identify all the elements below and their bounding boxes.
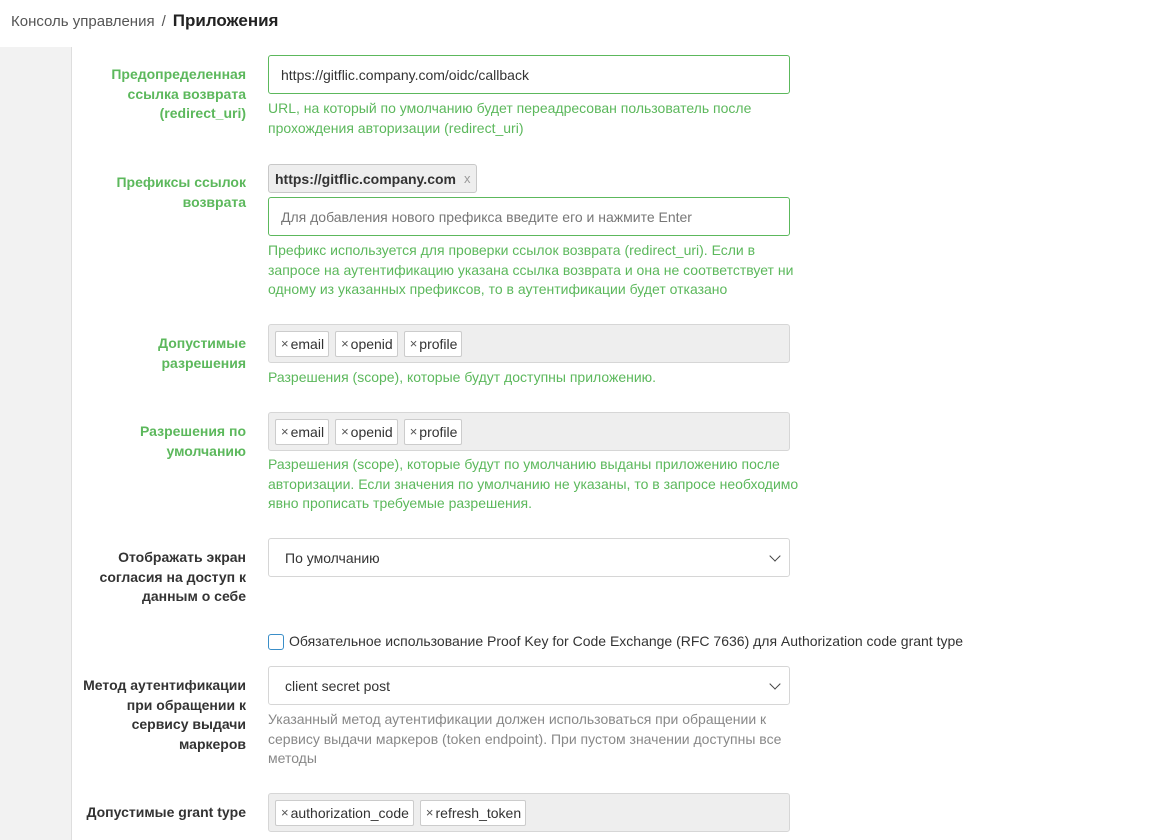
label-line: Разрешения по [140,423,246,439]
pkce-checkbox-label[interactable]: Обязательное использование Proof Key for Code Exchange (RFC 7636) для Authorization code grant type [289,632,964,649]
token-auth-method-label [83,676,246,754]
redirect-uri-help: URL, на который по умолчанию будет переадресован пользователь после прохождения авторизации (redirect_uri) [268,100,752,136]
tag-label: email [290,423,325,440]
redirect-uri-value: https://gitflic.company.com/oidc/callback [281,66,529,83]
redirect-prefixes-help: Префикс используется для проверки ссылок возврата (redirect_uri). Если в запросе на аутентификацию указана ссылка возврата и она не соответствует ни одному из указанных префиксов, то в аутентификации будет отказано [268,242,794,297]
token-auth-method-value: client secret post [285,677,391,694]
label-line: возврата [182,193,246,210]
label-line: Предопределенная [111,66,246,82]
tag-label: profile [419,423,458,440]
scope-tag-openid [335,419,398,445]
redirect-prefix-chip [268,164,477,193]
allowed-scopes-tagbox[interactable] [268,324,790,363]
pkce-checkbox-row [268,631,963,650]
tag-label: email [290,335,325,352]
default-scopes-help: Разрешения (scope), которые будут по умолчанию выданы приложению после авторизации. Если значения по умолчанию не указаны, то в запросе необходимо явно прописать требуемые разрешения. [268,456,799,511]
label-line: ссылка возврата [127,85,246,102]
label-line: (redirect_uri) [159,105,246,121]
label-line: Префиксы ссылок [116,174,246,190]
redirect-prefix-placeholder: Для добавления нового префикса введите его и нажмите Enter [281,208,692,225]
breadcrumb [11,10,278,32]
breadcrumb-console-link[interactable]: Консоль управления [11,12,155,30]
tag-label: refresh_token [435,804,522,821]
token-auth-method-help: Указанный метод аутентификации должен использоваться при обращении к сервису выдачи маркеров (token endpoint). При пустом значении доступны все методы [268,711,782,766]
label-line: при обращении к [126,696,246,713]
grant-tag-refresh-token [420,800,526,826]
close-icon[interactable]: × [409,336,418,351]
grant-types-label [86,803,246,823]
label-line: Допустимые grant type [86,804,246,820]
grant-types-tagbox[interactable] [268,793,790,832]
page-title: Приложения [172,11,279,30]
label-line: маркеров [178,735,246,752]
label-line: данным о себе [141,588,246,604]
default-scopes-tagbox[interactable] [268,412,790,451]
tag-label: authorization_code [290,804,409,821]
chevron-down-icon [769,550,780,561]
redirect-uri-label [111,65,246,124]
grant-tag-authorization-code [275,800,414,826]
label-line: разрешения [161,354,246,371]
label-line: Допустимые [158,335,246,351]
scope-tag-email [275,419,329,445]
consent-screen-label [100,548,246,607]
label-line: сервису выдачи [131,716,246,732]
tag-label: openid [350,335,393,352]
close-icon[interactable]: × [281,336,289,351]
allowed-scopes-help: Разрешения (scope), которые будут доступны приложению. [268,369,657,385]
tag-label: openid [350,423,393,440]
label-line: согласия на доступ к [99,568,246,585]
close-icon[interactable]: × [341,424,349,439]
consent-screen-value: По умолчанию [285,549,380,566]
scope-tag-openid [335,331,398,357]
tag-label: profile [419,335,458,352]
consent-screen-select[interactable] [268,538,790,577]
pkce-checkbox[interactable] [268,634,284,650]
close-icon[interactable]: × [281,424,289,439]
close-icon[interactable]: × [425,805,434,820]
redirect-prefix-input[interactable] [268,197,790,236]
scope-tag-profile [404,331,463,357]
breadcrumb-separator: / [161,12,166,30]
token-auth-method-select[interactable] [268,666,790,705]
close-icon[interactable]: × [409,424,418,439]
redirect-prefixes-label [116,173,246,212]
left-sidebar [0,47,72,840]
close-icon[interactable]: x [463,171,471,186]
label-line: Метод аутентификации [83,677,246,693]
label-line: Отображать экран [118,549,246,565]
default-scopes-label [140,422,246,461]
close-icon[interactable]: × [341,336,349,351]
close-icon[interactable]: × [281,805,289,820]
label-line: умолчанию [166,442,246,459]
allowed-scopes-label [158,334,246,373]
scope-tag-profile [404,419,463,445]
scope-tag-email [275,331,329,357]
chevron-down-icon [769,678,780,689]
redirect-prefix-chip-text: https://gitflic.company.com [275,170,456,187]
redirect-uri-input[interactable] [268,55,790,94]
